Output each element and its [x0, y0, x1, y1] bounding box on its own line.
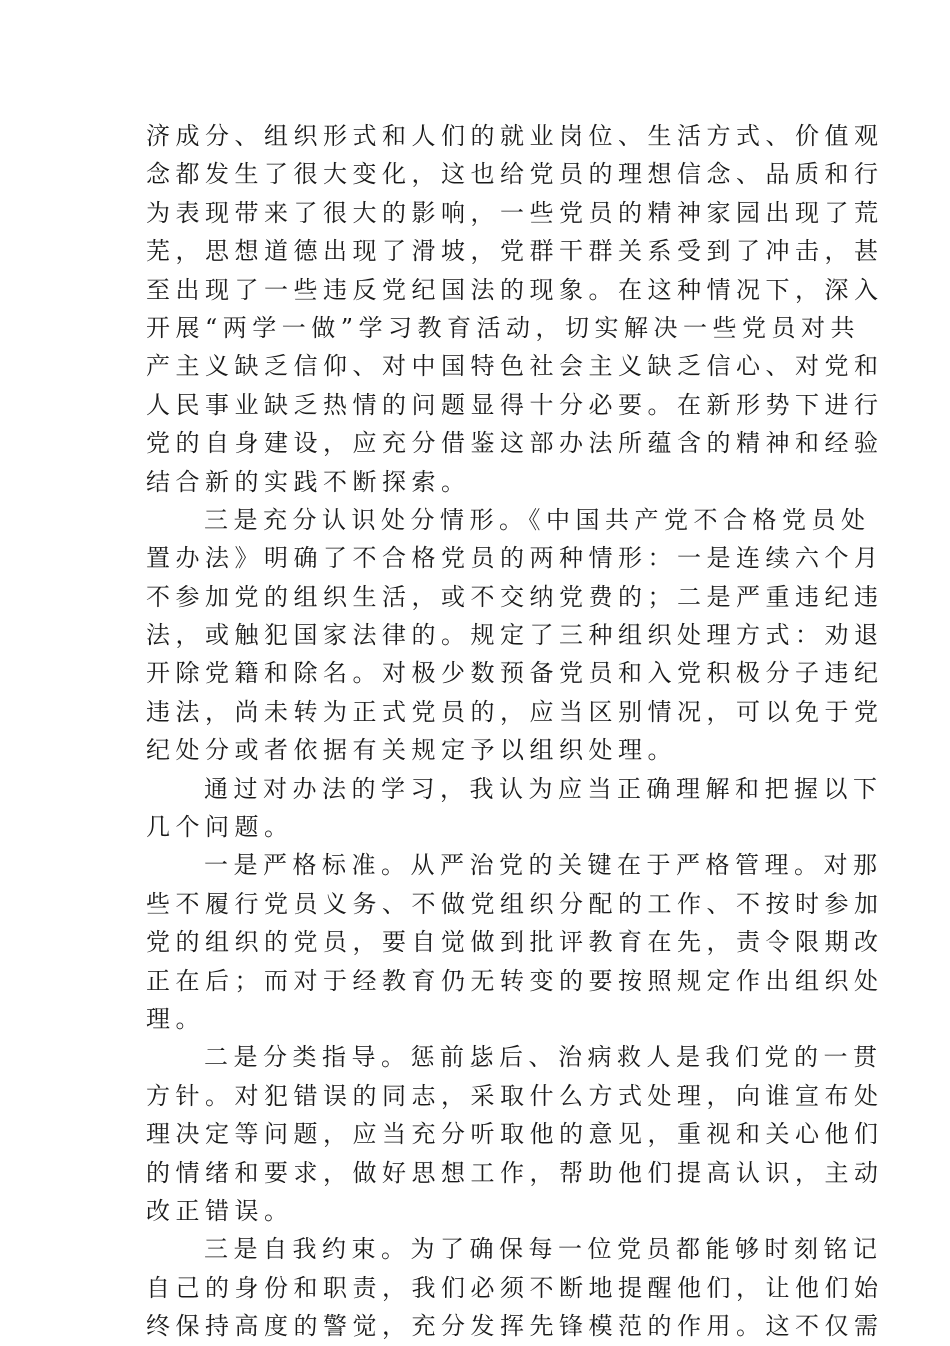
text-line: 理决定等问题，应当充分听取他的意见，重视和关心他们 [146, 1120, 884, 1149]
text-line: 理。 [146, 1004, 205, 1033]
text-line: 些不履行党员义务、不做党组织分配的工作、不按时参加 [146, 889, 884, 918]
text-line: 不参加党的组织生活，或不交纳党费的；二是严重违纪违 [146, 582, 884, 611]
text-line: 三是自我约束。为了确保每一位党员都能够时刻铭记 [204, 1235, 883, 1264]
text-line: 念都发生了很大变化，这也给党员的理想信念、品质和行 [146, 160, 884, 189]
text-line: 产主义缺乏信仰、对中国特色社会主义缺乏信心、对党和 [146, 352, 884, 381]
text-line: 几个问题。 [146, 813, 294, 842]
text-line: 济成分、组织形式和人们的就业岗位、生活方式、价值观 [146, 122, 884, 150]
text-line: 结合新的实践不断探索。 [146, 467, 471, 496]
text-line: 方针。对犯错误的同志，采取什么方式处理，向谁宣布处 [146, 1081, 884, 1110]
text-line: 一是严格标准。从严治党的关键在于严格管理。对那 [204, 851, 883, 880]
text-line: 三是充分认识处分情形。《中国共产党不合格党员处 [204, 505, 871, 534]
text-line: 违法，尚未转为正式党员的，应当区别情况，可以免于党 [146, 697, 884, 726]
text-line: 终保持高度的警觉，充分发挥先锋模范的作用。这不仅需 [146, 1312, 884, 1341]
text-line: 开展“两学一做”学习教育活动，切实解决一些党员对共 [146, 313, 861, 342]
text-line: 开除党籍和除名。对极少数预备党员和入党积极分子违纪 [146, 659, 884, 688]
text-line: 人民事业缺乏热情的问题显得十分必要。在新形势下进行 [146, 390, 884, 419]
text-line: 至出现了一些违反党纪国法的现象。在这种情况下，深入 [146, 275, 884, 304]
text-line: 改正错误。 [146, 1196, 294, 1225]
text-line: 置办法》明确了不合格党员的两种情形：一是连续六个月 [146, 544, 884, 573]
text-line: 的情绪和要求，做好思想工作，帮助他们提高认识，主动 [146, 1158, 884, 1187]
text-line: 芜，思想道德出现了滑坡，党群干群关系受到了冲击，甚 [146, 237, 884, 266]
text-line: 党的组织的党员，要自觉做到批评教育在先，责令限期改 [146, 928, 884, 957]
text-line: 自己的身份和职责，我们必须不断地提醒他们，让他们始 [146, 1273, 884, 1302]
text-line: 正在后；而对于经教育仍无转变的要按照规定作出组织处 [146, 966, 884, 995]
text-line: 党的自身建设，应充分借鉴这部办法所蕴含的精神和经验 [146, 429, 884, 458]
text-line: 为表现带来了很大的影响，一些党员的精神家园出现了荒 [146, 198, 884, 227]
text-line: 通过对办法的学习，我认为应当正确理解和把握以下 [204, 774, 883, 803]
document-body [146, 117, 884, 1346]
text-line: 法，或触犯国家法律的。规定了三种组织处理方式：劝退 [146, 621, 884, 650]
text-line: 纪处分或者依据有关规定予以组织处理。 [146, 736, 677, 765]
text-line: 二是分类指导。惩前毖后、治病救人是我们党的一贯 [204, 1043, 883, 1072]
